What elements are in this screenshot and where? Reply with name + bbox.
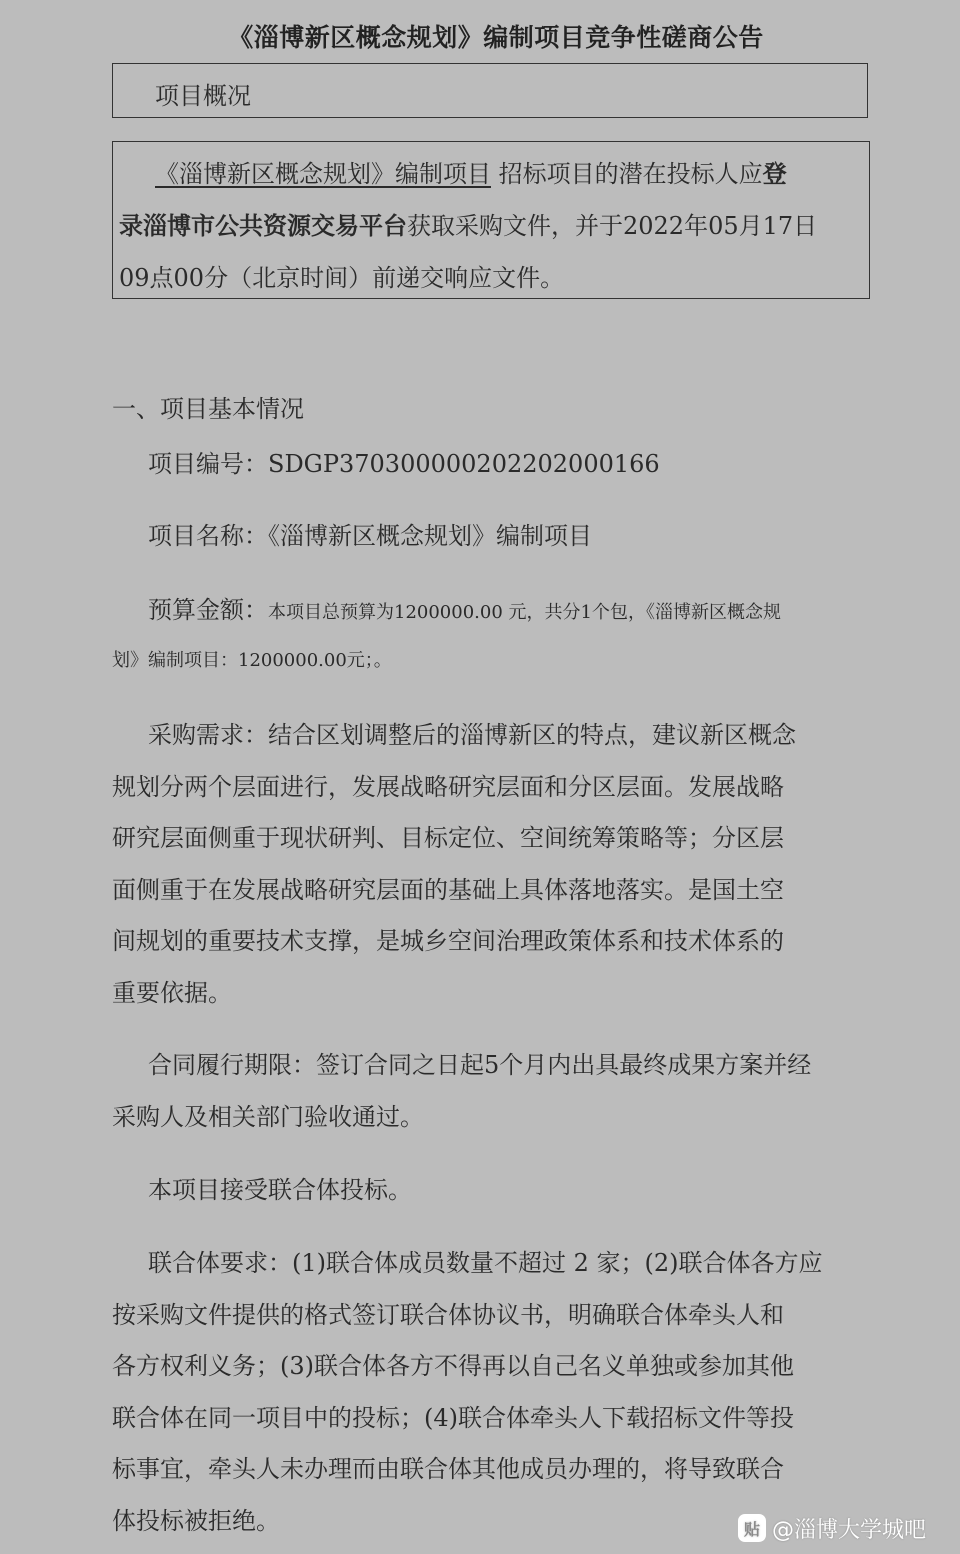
tieba-logo-icon: 贴 — [738, 1514, 766, 1542]
overview-box — [112, 63, 868, 118]
budget-label: 预算金额： — [148, 596, 268, 624]
watermark — [738, 1512, 926, 1544]
consortium-line: 按采购文件提供的格式签订联合体协议书，明确联合体牵头人和 — [112, 1301, 784, 1329]
page-title: 《淄博新区概念规划》编制项目竞争性磋商公告 — [228, 23, 764, 52]
notice-line-2-rest: 获取采购文件，并于2022年05月17日 — [407, 212, 818, 240]
project-name: 项目名称：《淄博新区概念规划》编制项目 — [148, 522, 592, 550]
notice-line-2 — [119, 206, 817, 241]
requirement-line: 采购需求：结合区划调整后的淄博新区的特点，建议新区概念 — [148, 721, 796, 749]
requirement-line: 重要依据。 — [112, 979, 232, 1007]
overview-heading: 项目概况 — [155, 82, 251, 110]
budget-text-1: 本项目总预算为1200000.00 元，共分1个包，《淄博新区概念规 — [268, 602, 781, 623]
consortium-line: 联合体在同一项目中的投标；(4)联合体牵头人下载招标文件等投 — [112, 1404, 794, 1432]
notice-line-3: 09点00分（北京时间）前递交响应文件。 — [119, 264, 565, 292]
notice-line-1-mid: 招标项目的潜在投标人应 — [498, 160, 763, 188]
requirement-line: 间规划的重要技术支撑，是城乡空间治理政策体系和技术体系的 — [112, 927, 784, 955]
watermark-text: @淄博大学城吧 — [772, 1517, 927, 1543]
requirement-line: 研究层面侧重于现状研判、目标定位、空间统筹策略等；分区层 — [112, 824, 784, 852]
consortium-line: 标事宜，牵头人未办理而由联合体其他成员办理的，将导致联合 — [112, 1455, 784, 1483]
platform-name: 录淄博市公共资源交易平台 — [119, 211, 407, 240]
contract-line: 采购人及相关部门验收通过。 — [112, 1103, 424, 1131]
budget-line-2: 划》编制项目：1200000.00元；。 — [112, 650, 392, 671]
notice-line-1 — [155, 154, 787, 189]
consortium-accept: 本项目接受联合体投标。 — [148, 1176, 412, 1204]
section-heading: 一、项目基本情况 — [112, 395, 304, 423]
requirement-line: 面侧重于在发展战略研究层面的基础上具体落地落实。是国土空 — [112, 876, 784, 904]
notice-box — [112, 141, 870, 299]
consortium-line: 体投标被拒绝。 — [112, 1507, 280, 1535]
consortium-line: 联合体要求：(1)联合体成员数量不超过 2 家；(2)联合体各方应 — [148, 1249, 823, 1277]
budget-line-1 — [148, 590, 781, 625]
requirement-line: 规划分两个层面进行，发展战略研究层面和分区层面。发展战略 — [112, 773, 784, 801]
project-number: 项目编号：SDGP370300000202202000166 — [148, 450, 660, 478]
project-link[interactable]: 《淄博新区概念规划》编制项目 — [155, 160, 491, 188]
notice-line-1-bold: 登 — [762, 159, 787, 188]
consortium-line: 各方权利义务；(3)联合体各方不得再以自己名义单独或参加其他 — [112, 1352, 794, 1380]
contract-line: 合同履行期限：签订合同之日起5个月内出具最终成果方案并经 — [148, 1051, 812, 1079]
